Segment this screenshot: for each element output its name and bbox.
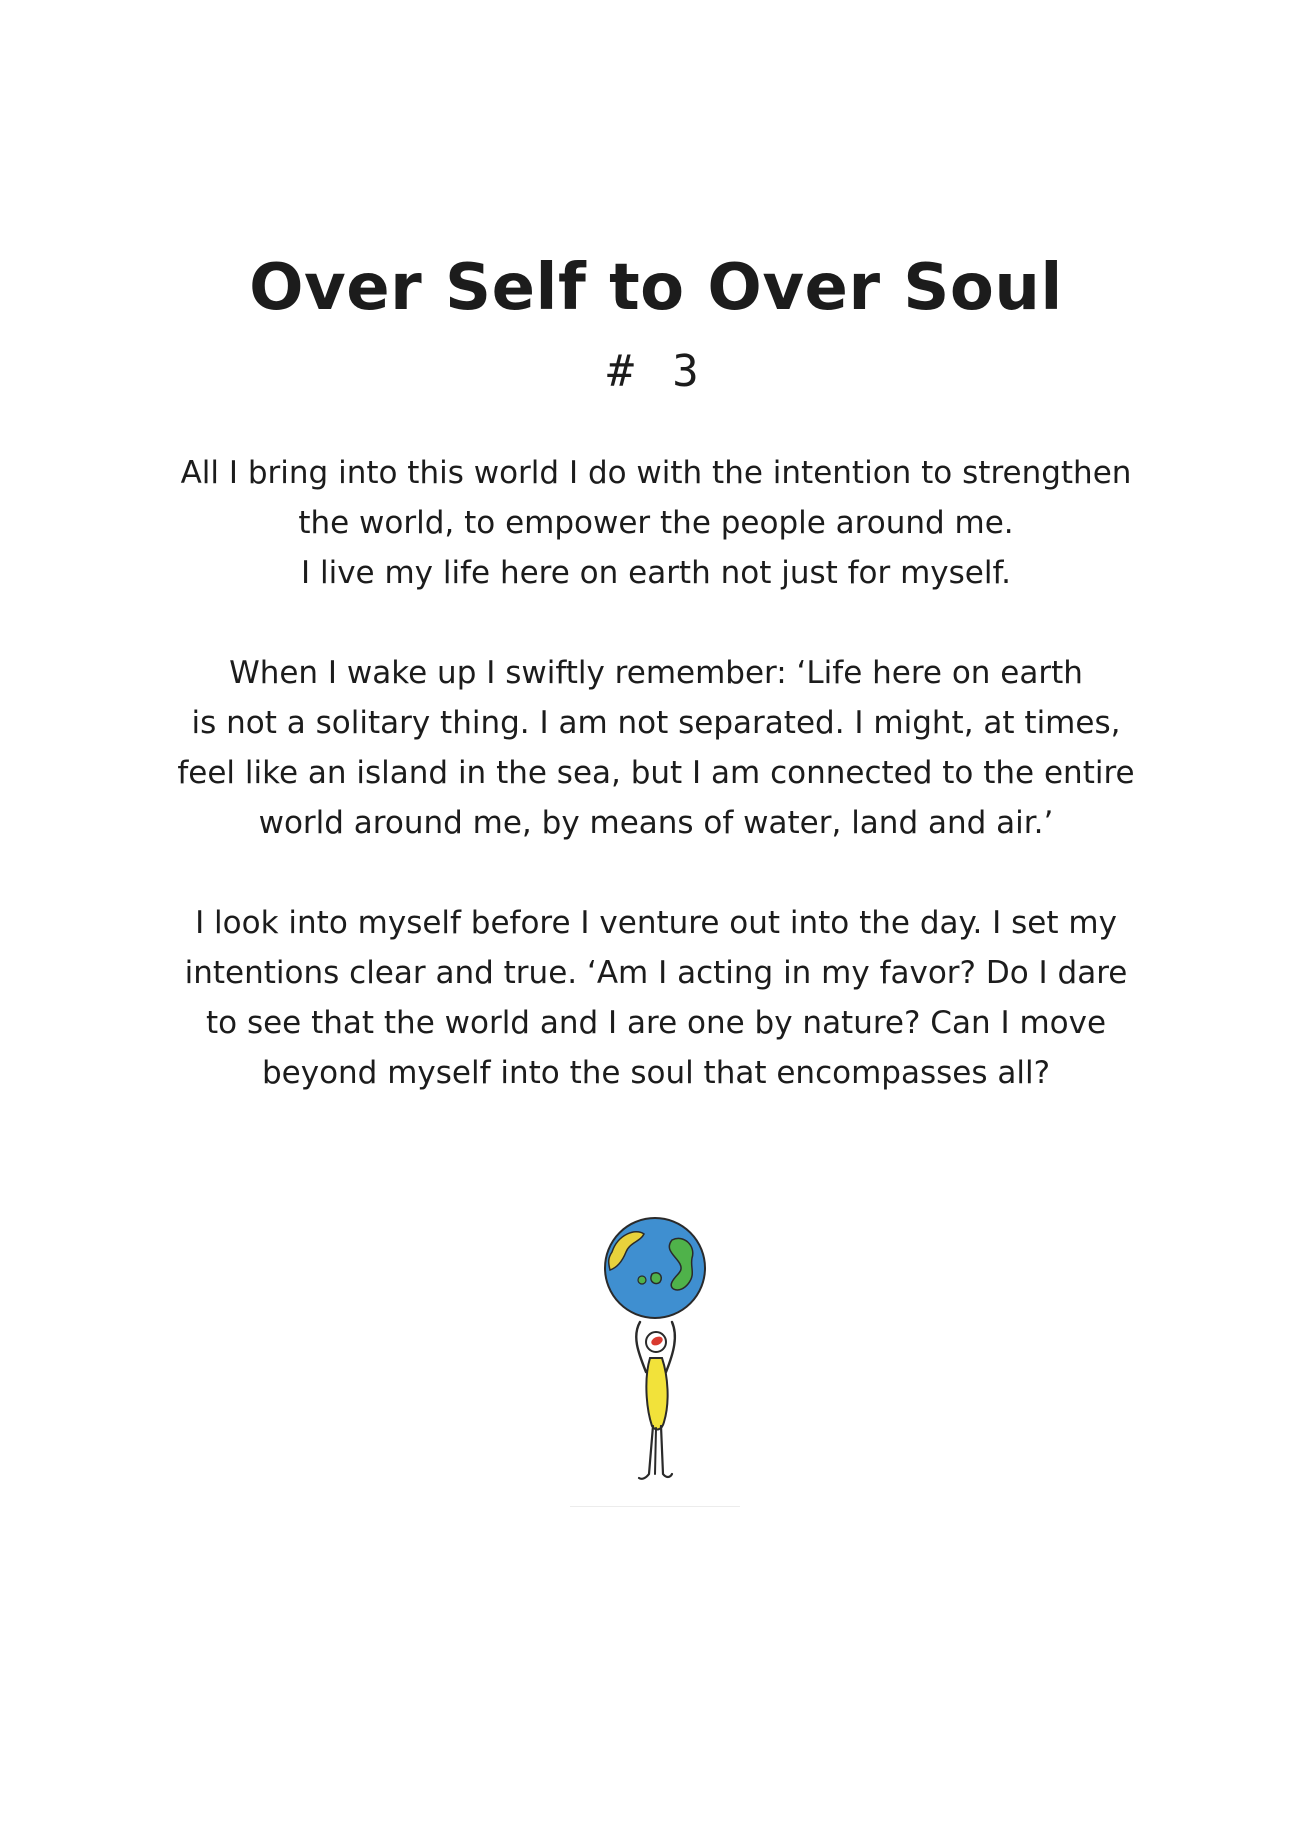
stanza-line: feel like an island in the sea, but I am connected to the entire bbox=[177, 755, 1135, 791]
stanza-line: world around me, by means of water, land and air.’ bbox=[258, 805, 1054, 841]
figure-leg-right bbox=[661, 1426, 672, 1477]
stanza-1 bbox=[0, 448, 1312, 598]
stanza-line: to see that the world and I are one by nature? Can I move bbox=[205, 1005, 1107, 1041]
figure-body bbox=[646, 1358, 667, 1429]
stanza-3 bbox=[0, 898, 1312, 1098]
figure-leg-left bbox=[639, 1426, 653, 1479]
globe-icon bbox=[605, 1218, 705, 1318]
globe-figure-drawing bbox=[560, 1212, 750, 1512]
stanza-line: beyond myself into the soul that encompasses all? bbox=[261, 1055, 1051, 1091]
stanza-line: intentions clear and true. ‘Am I acting in my favor? Do I dare bbox=[184, 955, 1128, 991]
stanza-line: I live my life here on earth not just for myself. bbox=[300, 555, 1012, 591]
stanza-line: I look into myself before I venture out into the day. I set my bbox=[195, 905, 1117, 941]
figure-holding-globe-illustration bbox=[560, 1212, 750, 1512]
poem-title: Over Self to Over Soul bbox=[249, 251, 1063, 325]
stanza-line: When I wake up I swiftly remember: ‘Life here on earth bbox=[229, 655, 1083, 691]
figure-arm-left bbox=[636, 1322, 646, 1372]
poem-number: # 3 bbox=[607, 346, 705, 397]
stanza-line: All I bring into this world I do with the intention to strengthen bbox=[180, 455, 1132, 491]
stanza-line: the world, to empower the people around me. bbox=[298, 505, 1014, 541]
illustration-baseline bbox=[570, 1506, 740, 1507]
stanza-2 bbox=[0, 648, 1312, 848]
figure-arm-right bbox=[666, 1322, 675, 1372]
stanza-line: is not a solitary thing. I am not separated. I might, at times, bbox=[191, 705, 1121, 741]
